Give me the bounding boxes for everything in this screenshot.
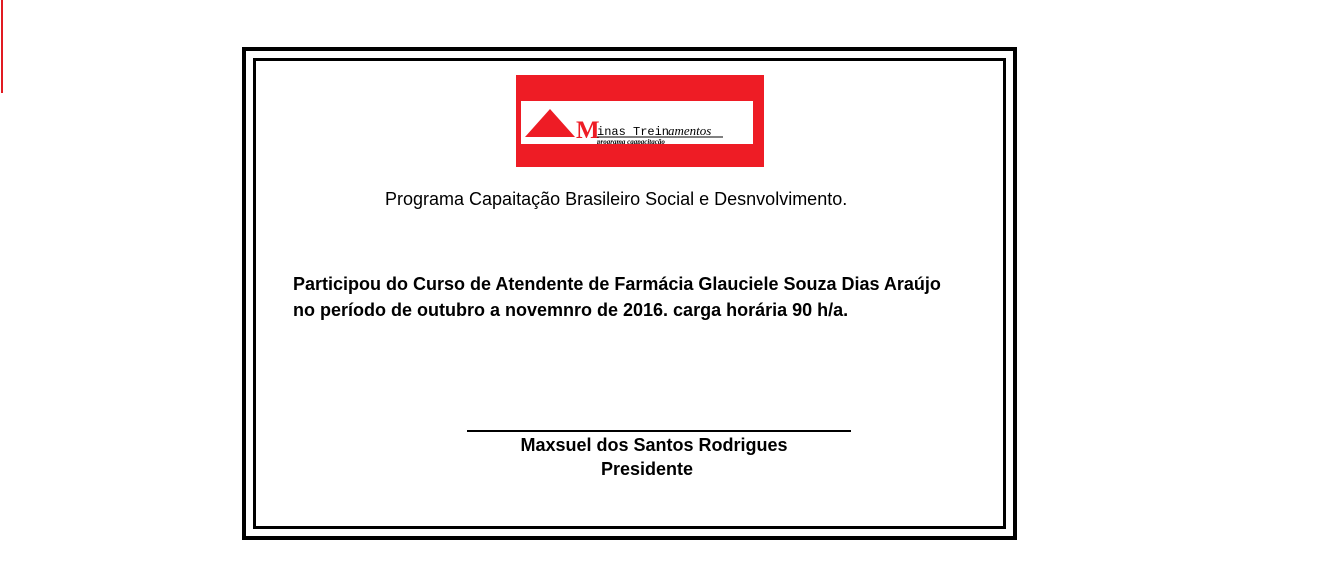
logo-wordmark-plain: inas Trein [597, 125, 670, 139]
red-edge-mark [1, 0, 3, 93]
logo-initial: M [576, 117, 600, 144]
certificate-body: Participou do Curso de Atendente de Farmácia Glauciele Souza Dias Araújo no período de outubro a novemnro de 2016. carga horária 90 h/a. [293, 274, 941, 320]
minas-treinamentos-logo [516, 75, 764, 167]
logo-wordmark-italic: amentos [668, 123, 712, 138]
mountain-triangle-icon [525, 109, 575, 137]
signature-line [467, 430, 851, 432]
logo-artwork [521, 101, 753, 144]
signatory-name: Maxsuel dos Santos Rodrigues [520, 435, 788, 455]
logo-white-band [521, 101, 753, 144]
logo-tagline: programa caapacitação [597, 138, 665, 144]
program-title: Programa Capaitação Brasileiro Social e Desnvolvimento. [385, 189, 848, 209]
signatory-role: Presidente [600, 459, 694, 479]
